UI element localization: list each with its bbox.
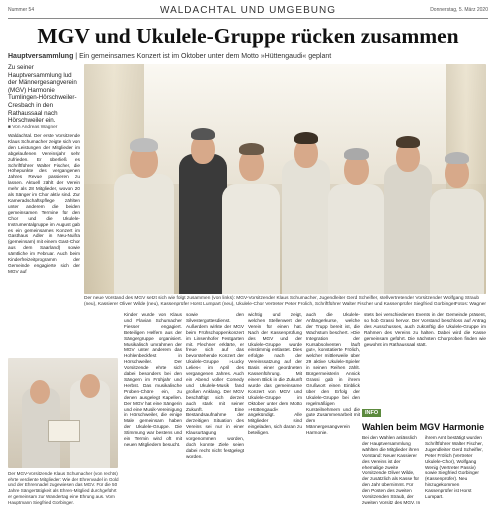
main-caption-text: Der neue Vorstand des MGV setzt sich wie folgt zusammen (von links): MGV-Vorsitzender Klaus Schumacher, Jugendleiter Gerd Scheifler, stellvertretender Vorsitzender Wolfgang Straub (neu), Kassierer Oliver Wilde (neu), Kassenprüfer Horst Lumpart (neu), Ukulele-Chor Vertreter Peter Frolich, Schriftführer Walter Fischer und Kassenprüfer Siegfried Gorbinger. (84, 296, 480, 307)
photo-credit: Fotos: Wagner (454, 302, 486, 307)
article-column-2: Kinder wurde von Klaus und Flavian Schumacher Fiesser engagiert. Beteiligen Helfern aus der Sängergruppe organisiert. Musikalisch umrahmen der MGV unter anderem das Hohlenbeckfest in Hörschweiler. Der Vorsitzende ehrte sich dabei besonders bei den Sängern im Frühjahr und Herbst. Das musikalische Proben-Chöre ein, zu denen ausgelegt Kapellen. Der MGV hat eine Sängerin und eine Musik-Vereinigung in Hörschweiler, die einige Male gemeinsam haben der Ukulele-Gruppe. Die Stimmung war bestens und ein Termin wird oft mit neuen Mitgliedern besucht. (124, 312, 182, 447)
article-column-6: stets bei verschiedenen Events in der Gemeinde präsent, so hob Grassi hervor. Der Vorstand beschloss auf Antrag des Ausschusses, auch zukünftig die Ukulele-Gruppe im Rahmen des Vereins zu halten. Dabei wird die Kasse gemeinsam geführt. Die nächsten Chorproben finden wie gewohnt im Rathaussaal statt. (364, 312, 486, 347)
article-headline: MGV und Ukulele-Gruppe rücken zusammen (37, 24, 459, 48)
info-column-1: Bei den Wahlen anlässlich der Hauptversammlung wählten die Mitglieder ihren Vorstand: Neuer Kassierer des Vereins ist der ehemalige zweite Vorsitzende Oliver Wilde, der zusätzlich als Kasse für den Jahr übernimmt. Für den Posten des zweiten Vorsitzenden Straub, der zweiten Vorsitz des MGV. In (362, 435, 421, 505)
page-number: Nummer 54 (8, 7, 35, 13)
info-tag: INFO (362, 409, 381, 417)
info-text (362, 435, 486, 506)
subline-kicker: Hauptversammlung (8, 53, 74, 60)
article-column-1: Waldachtal. Der erste Vorsitzende Klaus Schumacher zeigte sich von den Leistungen der Mitglieder im abgelaufenen Vereinsjahr sehr zufrieden. Er überließ es Schriftführer Walter Fischer, die Höhepunkte des vergangenen Jahres Revue passieren zu lassen. Aktuell zählt der Verein mehr als 28 Mitglieder, wovon 20 als Sänger im Chor aktiv sind. Zur Kameradschaftspflege zählten unter anderem die beiden gemeinsamen Termine für den Chor und die Ukulele-Instrumentalgruppe im August gab es ein gemeinsames Konzert im Gasthaus Adler in Neu-Nuifra (gemeinsam) mit einem Gast-Chor aus dem Saarland) sowie sämtliche im Februar. Auch beim Kinderfreizeitprogramm der Gemeinde engagierte sich der MGV auf (8, 133, 80, 274)
page-header (8, 4, 488, 19)
section-title: WALDACHTAL UND UMGEBUNG (160, 5, 336, 16)
article-column-4: wichtig und zeigt, welchen Stellenwert der Verein für einen hat. Nach der Kassenprüfung des MGV und der Ukulele-Gruppe wurde einstimmig entlastet. Dies erfolgte nach der Vereinssatzung auf der Basis einer geordneten Kassenführung. Mit einem Blick in die Zukunft wurde das gemeinsame Konzert von MGV und Ukulele-Gruppe im Oktober unter dem Motto »Hüttengaudi« angekündigt. Alle Mitglieder sind eingeladen, sich daran zu beteiligen. (248, 312, 302, 436)
article-column-3: sowie den Silvestergottesdienst. Außerdem wirkte der MGV beim Frühschoppenkonzert im Linsenhofer Festgarten mit. Flechner erklärte, er freue sich auf das bevorstehende Konzert der Ukulele-Gruppe »Lucky Lelies« im April des vergangenen Jahres. Auch ein Abend voller Comedy und Ukulele-Musik fand großen Anklang. Der MGV beschäftigt sich derzeit auch stark mit seiner Zukunft. Eine Bestandsaufnahme der derzeitigen Situation des Vereins sei nur in einer Klausurtagung vorgenommen worden, doch konnte Ziele seien dabei recht nicht festgelegt worden. (186, 312, 244, 459)
info-title: Wahlen beim MGV Harmonie (362, 422, 485, 432)
article-author: ■ Von Andreas Wagner (8, 125, 58, 130)
info-column-2: ihrem Amt bestätigt wurden Schriftführer Walter Fischer, Jugendleiter Gerd Scheifler, Peter Frölich (Vertreter Ukulele-Chor), Wolfgang Wenig (Vertreter Passiv) sowie Siegfried Gorbinger (Kassenprüfer). Neu hinzugekommen Kassenprüfer ist Horst Lumpart. (425, 435, 483, 500)
subline-text: | Ein gemeinsames Konzert ist im Oktober unter dem Motto »Hüttengaudi« geplant (73, 53, 332, 60)
main-photo-caption (84, 296, 486, 308)
info-box (362, 401, 486, 506)
honoring-photo (8, 358, 118, 468)
group-photo (84, 64, 486, 294)
article-subline (8, 53, 488, 60)
issue-date: Donnerstag, 5. März 2020 (430, 7, 488, 13)
article-column-5: auch die Ukulele-Anfängerkurse, welche der Trupp bereit ist, die Wachstum beschert. »Die Integration der Kursabsolventen läuft gut«, konstatierte Frölich, welcher mittlerweile über 29 aktive Ukulele-Spieler in seinen Reihen zählt. Bürgermeisterin Annick Grassi gab in ihrem Grußwort einen Einblick über den Erfolg der Ukulele-Gruppe bei den regelmäßigen Kursteilnehmern und die gute Zusammenarbeit mit dem Männergesangverein Harmonie. (306, 312, 360, 436)
article-teaser: Zu seiner Hauptversammlung lud der Männergesangverein (MGV) Harmonie Tumlingen-Hörschweiler-Cresbach in den Rathaussaal nach Hörschweiler ein. (8, 64, 77, 125)
honoring-photo-caption: Der MGV-Vorsitzende Klaus Schumacher (von rechts) ehrte verdiente Mitglieder: Wie der Ehrenvadel in Gold und der Ehrennadel zugewiesen das MGV. Für die 50 Jahre Sängertätigkeit als Ehren-Mitglied durchgeführt er gemeinsam zur Wandertag eine Ehrung aus. Vom Hauptmann Siegfried Gorbinger. (8, 471, 119, 505)
